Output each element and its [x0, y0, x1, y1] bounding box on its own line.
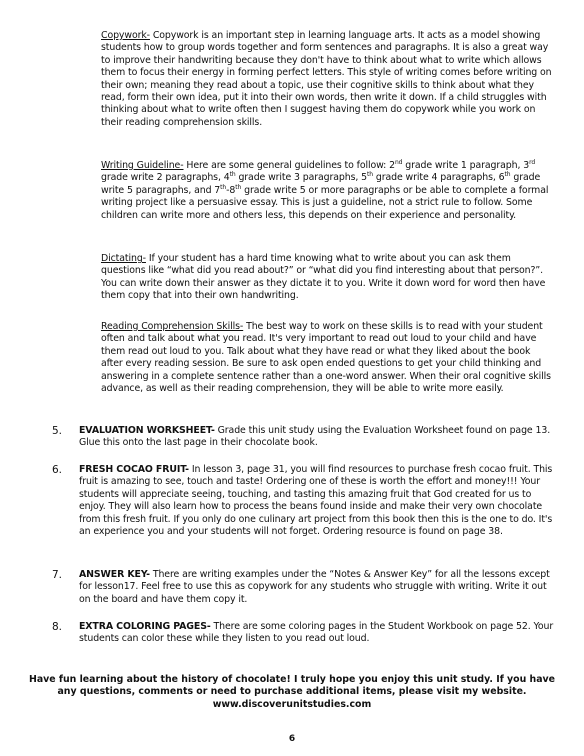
copywork-body: Copywork is an important step in learning language arts. It acts as a model showing students how to group words together and form sentences and paragraphs. It is also a great way to improve their handwriting because they don't have to think about what to write which allows them to focus their energy in forming perfect letters. This style of writing comes before writing on their own; meaning they read about a topic, use their cognitive skills to think about what they read, form their own idea, put it into their own words, then write it down. If a child struggles with thinking about what to write often then I suggest having them do copywork while you work on their reading comprehension skills.	[101, 30, 552, 128]
reading-comprehension-paragraph	[101, 321, 552, 395]
superscript-rd: rd	[529, 158, 536, 166]
evaluation-worksheet-body: Grade this unit study using the Evaluation Worksheet found on page 13. Glue this onto the last page in their chocolate book.	[79, 425, 551, 449]
writing-guideline-heading: Writing Guideline-	[101, 160, 184, 171]
page-number: 6	[288, 734, 296, 744]
writing-guideline-paragraph	[101, 160, 552, 222]
reading-comprehension-body: The best way to work on these skills is to read with your student often and talk about what you read. It's very important to read out loud to your child and have them read out loud to you. Talk about what they have read or what they liked about the book after every reading session. Be sure to ask open ended questions to get your child thinking and answering in a complete sentence rather than a one-word answer. When their oral cognitive skills advance, as well as their reading comprehension, they will be able to write more easily.	[101, 321, 551, 395]
closing-message	[28, 674, 556, 711]
writing-guideline-body-3: grade write 2 paragraphs, 4	[101, 172, 230, 184]
answer-key-body: There are writing examples under the “Notes & Answer Key” for all the lessons except for lesson17. Feel free to use this as copywork for any students who struggle with writing. Write it out on the board and have them copy it.	[79, 569, 550, 605]
superscript-th-6: th	[504, 171, 511, 179]
website-link[interactable]: www.discoverunitstudies.com	[212, 698, 372, 710]
dictating-heading: Dictating-	[101, 253, 146, 264]
writing-guideline-body-7: -8	[226, 184, 236, 196]
writing-guideline-body-2: grade write 1 paragraph, 3	[402, 160, 530, 171]
copywork-heading: Copywork-	[101, 30, 150, 41]
extra-coloring-pages-body: There are some coloring pages in the Student Workbook on page 52. Your students can color these while they listen to you read out loud.	[79, 621, 554, 645]
dictating-body: If your student has a hard time knowing what to write about you can ask them questions like “what did you read about?” or “what did you find interesting about that person?”. You can write down their answer as they dictate it to you. Write it down word for word then have them copy that into their own handwriting.	[101, 253, 546, 302]
item-number: 6.	[52, 464, 62, 476]
superscript-th-5: th	[367, 171, 374, 179]
dictating-paragraph	[101, 253, 552, 303]
reading-comprehension-heading: Reading Comprehension Skills-	[101, 321, 244, 332]
writing-guideline-body-5: grade write 4 paragraphs, 6	[373, 172, 505, 184]
superscript-th-7: th	[220, 183, 227, 191]
evaluation-worksheet-heading: EVALUATION WORKSHEET-	[79, 425, 215, 436]
fresh-cocao-fruit-heading: FRESH COCAO FRUIT-	[79, 464, 189, 475]
superscript-th-4: th	[229, 171, 236, 179]
copywork-paragraph	[101, 30, 552, 129]
extra-coloring-pages-heading: EXTRA COLORING PAGES-	[79, 621, 211, 632]
closing-line-1: Have fun learning about the history of chocolate! I truly hope you enjoy this unit study. If you have	[28, 674, 556, 685]
item-number: 8.	[52, 621, 62, 633]
closing-line-2: any questions, comments or need to purchase additional items, please visit my website.	[57, 686, 527, 698]
item-number: 5.	[52, 425, 62, 437]
superscript-th-8: th	[235, 183, 242, 191]
writing-guideline-body-8: grade write 5 or more paragraphs or be able to complete a formal writing project like a persuasive essay. This is just a guideline, not a strict rule to follow. Some children can write more and others less, this depends on their experience and personality.	[101, 184, 549, 221]
item-number: 7.	[52, 569, 62, 581]
writing-guideline-body-4: grade write 3 paragraphs, 5	[235, 172, 368, 184]
answer-key-heading: ANSWER KEY-	[79, 569, 150, 580]
writing-guideline-body-6: grade write 5 paragraphs, and 7	[101, 172, 541, 196]
superscript-nd: nd	[394, 158, 403, 166]
fresh-cocao-fruit-body: In lesson 3, page 31, you will find resources to purchase fresh cocao fruit. This fruit is amazing to see, touch and taste! Ordering one of these is worth the effort and money!!! Your students will appreciate seeing, touching, and tasting this amazing fruit that God created for us to enjoy. They will also learn how to process the beans found inside and make their very own chocolate from this fresh fruit. If you only do one culinary art project from this book then this is the one to do. It's an experience you and your students will not forget. Ordering resource is found on page 38.	[79, 464, 553, 538]
writing-guideline-body-1: Here are some general guidelines to follow: 2	[183, 160, 395, 171]
